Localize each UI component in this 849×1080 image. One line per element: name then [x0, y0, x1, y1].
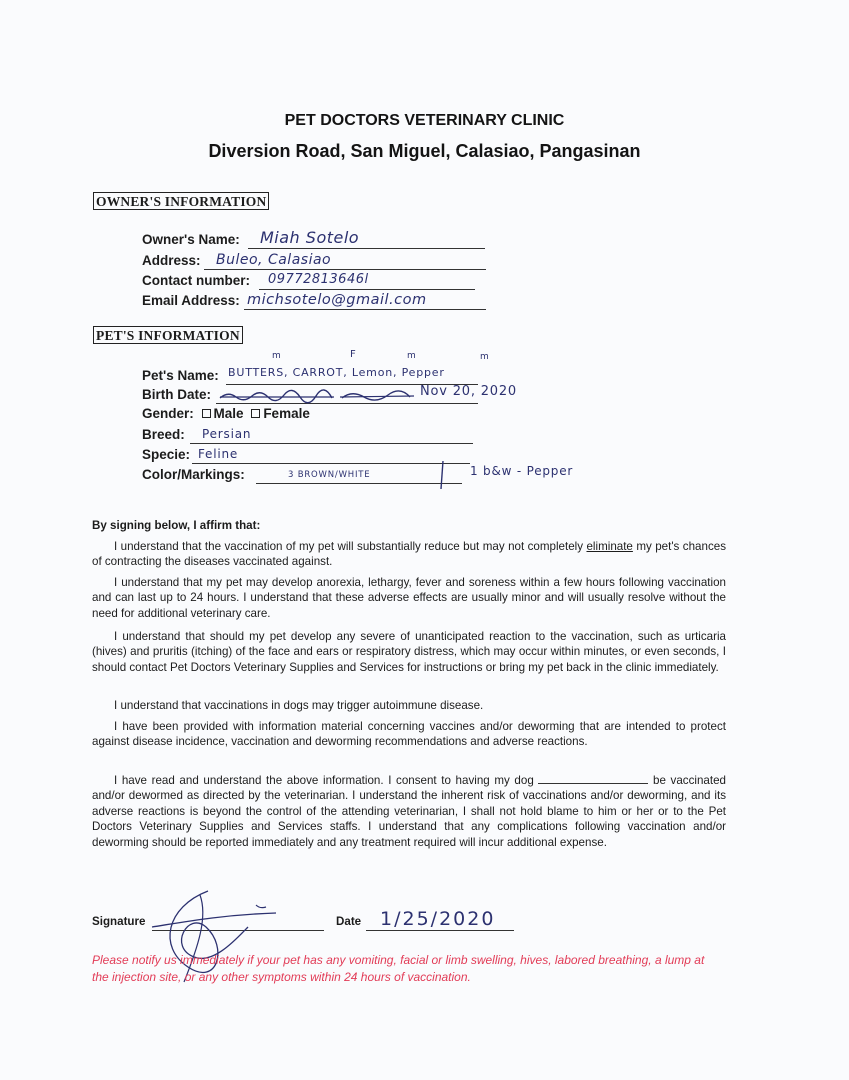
date-label: Date: [336, 915, 362, 928]
pet-section-title: PET'S INFORMATION: [93, 326, 243, 344]
owner-email-line: [244, 309, 486, 310]
clinic-name: PET DOCTORS VETERINARY CLINIC: [284, 112, 565, 129]
affirm-paragraph-1: [92, 539, 726, 570]
female-checkbox[interactable]: [251, 409, 260, 418]
owner-address-line: [204, 269, 486, 270]
pet-specie-line: [192, 463, 470, 464]
dog-name-blank[interactable]: [538, 773, 648, 784]
owner-contact-line: [259, 289, 475, 290]
pet-sex-mark-2: F: [350, 349, 357, 360]
owner-contact-value[interactable]: 09772813646l: [268, 272, 369, 287]
owner-address-value[interactable]: Buleo, Calasiao: [216, 252, 332, 268]
pet-gender-row: [142, 406, 310, 421]
pet-specie-value[interactable]: Feline: [198, 447, 239, 461]
affirm-paragraph-6: [92, 773, 726, 850]
pet-color-value-2[interactable]: 1 b&w - Pepper: [470, 464, 574, 478]
pet-specie-label: Specie:: [142, 447, 191, 462]
signature-label: Signature: [92, 915, 146, 928]
affirm-p1-text-b: my pet's chances of contracting the diseases vaccinated against.: [92, 540, 726, 569]
pet-color-value-1[interactable]: 3 BROWN/WHITE: [288, 470, 371, 480]
affirm-paragraph-4: I understand that vaccinations in dogs may trigger autoimmune disease.: [114, 699, 484, 712]
affirm-p6-text-a: I have read and understand the above information. I consent to having my dog: [114, 774, 534, 787]
owner-name-label: Owner's Name:: [142, 232, 240, 247]
affirm-paragraph-2: I understand that my pet may develop anorexia, lethargy, fever and soreness within a few hours following vaccination and can last up to 24 hours. I understand that these adverse effects are usually minor and will usually resolve without the need for additional veterinary care.: [92, 576, 726, 620]
pet-color-line: [256, 483, 462, 484]
affirm-p6-text-b: be vaccinated and/or dewormed as directed by the veterinarian. I understand the inherent risk of vaccinations and/or deworming, and its adverse reactions is beyond the control of the attending veterinarian, I shall not hold blame to him or her or to the Pet Doctors Veterinary Supplies and Services staffs. I understand that any complications following vaccination and/or deworming should be reported immediately and any treatment required will incur additional expense.: [92, 774, 726, 849]
pet-breed-value[interactable]: Persian: [202, 427, 252, 441]
date-value[interactable]: 1/25/2020: [380, 908, 496, 930]
owner-email-value[interactable]: michsotelo@gmail.com: [247, 292, 427, 308]
owner-email-label: Email Address:: [142, 293, 240, 308]
pet-breed-label: Breed:: [142, 427, 185, 442]
affirm-heading: By signing below, I affirm that:: [92, 519, 261, 532]
owner-contact-label: Contact number:: [142, 273, 250, 288]
owner-section-title: OWNER'S INFORMATION: [93, 192, 269, 210]
separator-slash-icon: [438, 460, 446, 490]
pet-sex-mark-4: m: [480, 352, 490, 362]
affirm-p1-underlined: eliminate: [586, 540, 633, 553]
pet-name-label: Pet's Name:: [142, 368, 219, 383]
owner-address-label: Address:: [142, 253, 201, 268]
clinic-address: Diversion Road, San Miguel, Calasiao, Pangasinan: [208, 141, 641, 161]
affirm-p1-text-a: I understand that the vaccination of my pet will substantially reduce but may not completely: [114, 540, 587, 553]
crossed-out-text-icon: [218, 388, 418, 404]
female-label: Female: [263, 406, 310, 421]
pet-birth-label: Birth Date:: [142, 387, 212, 402]
pet-birth-value[interactable]: Nov 20, 2020: [420, 384, 517, 399]
pet-sex-mark-1: m: [272, 351, 282, 361]
male-label: Male: [213, 406, 244, 421]
vaccination-warning: Please notify us immediately if your pet has any vomiting, facial or limb swelling, hives, labored breathing, a lump at the injection site, or any other symptoms within 24 hours of vaccination.: [92, 953, 705, 984]
pet-color-label: Color/Markings:: [142, 467, 245, 482]
date-line: [366, 930, 514, 931]
pet-name-value[interactable]: BUTTERS, CARROT, Lemon, Pepper: [228, 366, 445, 379]
affirm-paragraph-5: I have been provided with information material concerning vaccines and/or deworming that are intended to protect against disease incidence, vaccination and deworming recommendations and adverse reactions.: [92, 720, 726, 749]
pet-sex-mark-3: m: [407, 351, 417, 361]
affirm-paragraph-3: I understand that should my pet develop any severe of unanticipated reaction to the vaccination, such as urticaria (hives) and pruritis (itching) of the face and ears or respiratory distress, which may occur within minutes, or even seconds, I should contact Pet Doctors Veterinary Supplies and Services for instructions or bring my pet back in the clinic immediately.: [92, 630, 726, 674]
owner-name-line: [248, 248, 485, 249]
pet-gender-label: Gender:: [142, 406, 194, 421]
owner-name-value[interactable]: Miah Sotelo: [260, 228, 360, 247]
male-checkbox[interactable]: [202, 409, 211, 418]
pet-breed-line: [190, 443, 473, 444]
